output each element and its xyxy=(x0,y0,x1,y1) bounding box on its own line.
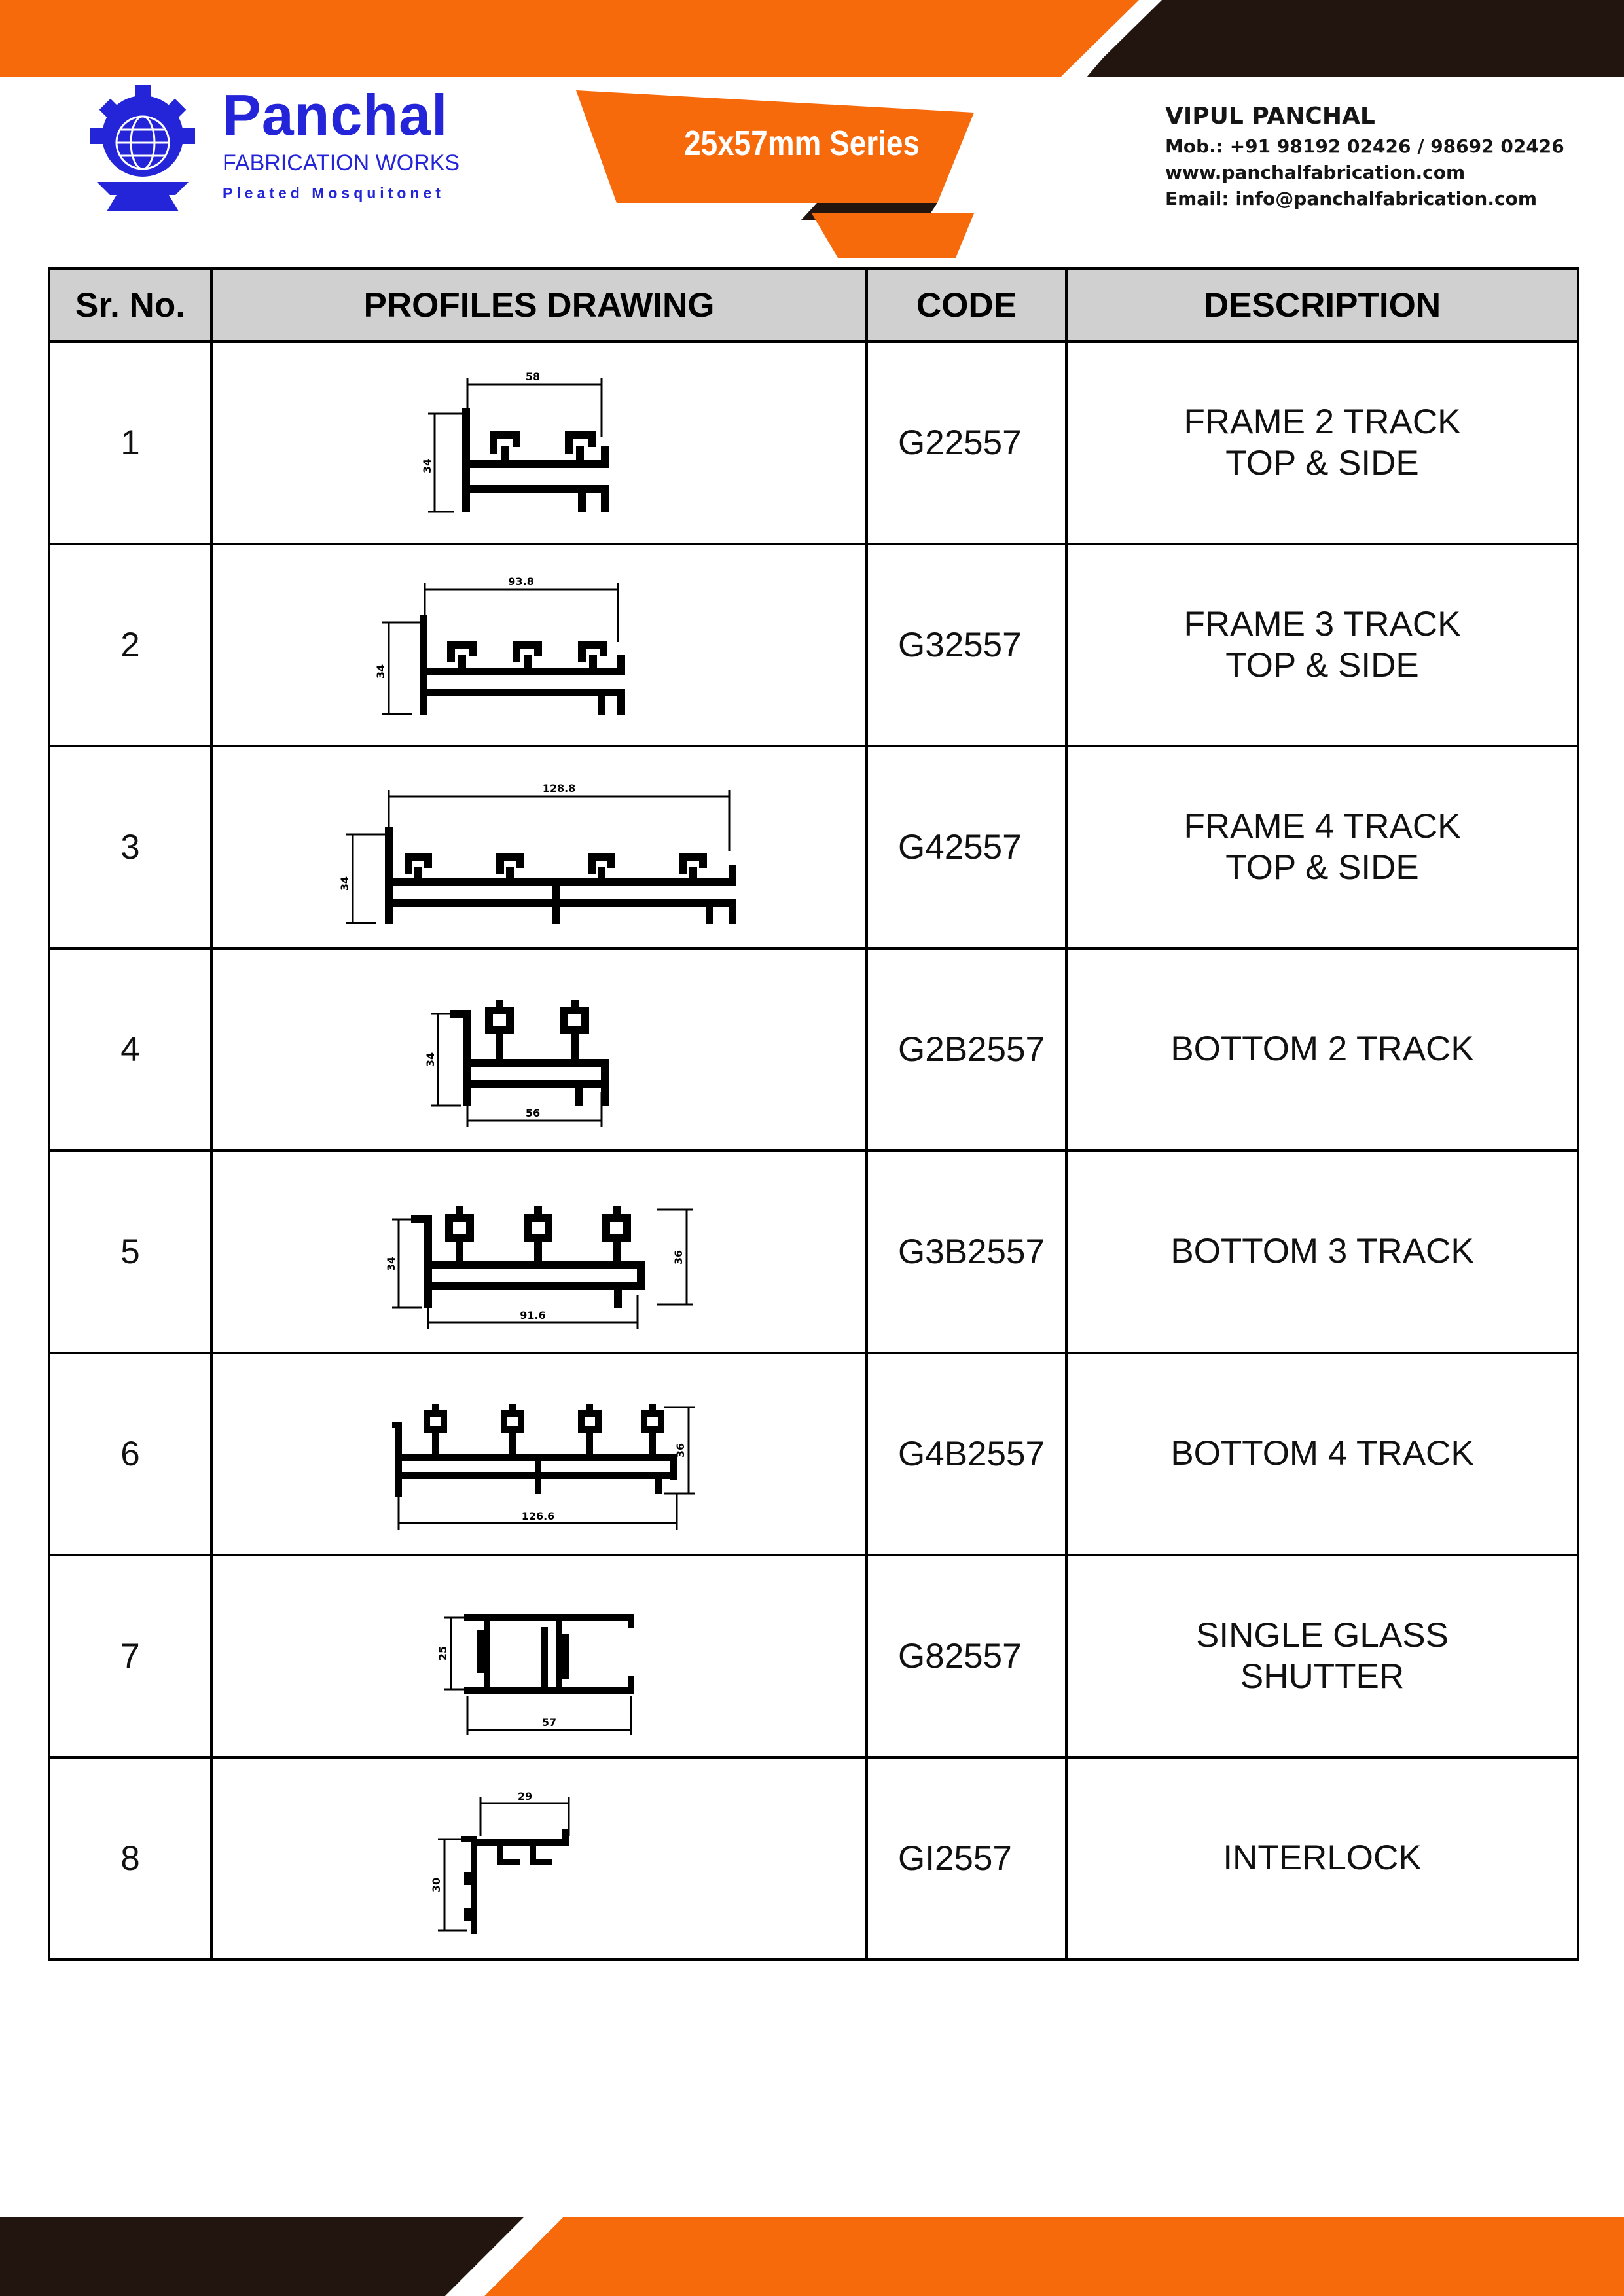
row-description xyxy=(1066,746,1578,948)
row-code: G2B2557 xyxy=(867,948,1066,1151)
dim-width: 126.6 xyxy=(521,1509,554,1522)
desc-line-2: TOP & SIDE xyxy=(1225,645,1419,685)
dim-width: 56 xyxy=(525,1106,540,1119)
row-code: G3B2557 xyxy=(867,1151,1066,1353)
table-row xyxy=(49,1353,1578,1555)
contact-website: www.panchalfabrication.com xyxy=(1165,162,1466,183)
profile-drawing xyxy=(211,746,867,948)
company-subtitle: FABRICATION WORKS xyxy=(223,151,460,175)
row-description xyxy=(1066,1151,1578,1353)
header-code: CODE xyxy=(867,268,1066,342)
profile-drawing xyxy=(211,342,867,544)
dim-height: 25 xyxy=(436,1645,449,1660)
desc-line-1: BOTTOM 2 TRACK xyxy=(1170,1030,1474,1069)
row-srno: 3 xyxy=(49,746,211,948)
dim-width: 93.8 xyxy=(507,575,534,588)
profiles-table xyxy=(48,267,1579,1961)
row-code: GI2557 xyxy=(867,1757,1066,1960)
dim-height: 34 xyxy=(338,876,351,891)
dim-width: 128.8 xyxy=(542,781,575,795)
dim-height-right: 36 xyxy=(672,1249,685,1265)
row-srno: 4 xyxy=(49,948,211,1151)
row-description xyxy=(1066,948,1578,1151)
company-name: Panchal xyxy=(223,82,448,147)
series-title: 25x57mm Series xyxy=(684,124,920,163)
dim-height: 34 xyxy=(424,1052,437,1067)
row-code: G4B2557 xyxy=(867,1353,1066,1555)
desc-line-1: FRAME 2 TRACK xyxy=(1183,402,1461,441)
logo-icon xyxy=(84,84,202,215)
row-srno: 8 xyxy=(49,1757,211,1960)
table-row xyxy=(49,1757,1578,1960)
table-row xyxy=(49,746,1578,948)
row-srno: 7 xyxy=(49,1555,211,1757)
dim-width: 29 xyxy=(517,1789,532,1803)
bottom-4-track-drawing xyxy=(343,1363,736,1546)
table-row xyxy=(49,1555,1578,1757)
row-code: G22557 xyxy=(867,342,1066,544)
table-row xyxy=(49,544,1578,746)
desc-line-1: INTERLOCK xyxy=(1223,1839,1422,1878)
desc-line-1: FRAME 3 TRACK xyxy=(1183,604,1461,643)
interlock-drawing xyxy=(369,1767,710,1950)
profile-drawing xyxy=(211,948,867,1151)
header-description: DESCRIPTION xyxy=(1066,268,1578,342)
desc-line-2: TOP & SIDE xyxy=(1225,848,1419,887)
table-row xyxy=(49,1151,1578,1353)
row-srno: 2 xyxy=(49,544,211,746)
dim-width: 91.6 xyxy=(519,1308,546,1321)
row-description xyxy=(1066,1353,1578,1555)
dim-width: 57 xyxy=(541,1715,556,1729)
dim-height: 34 xyxy=(374,664,387,679)
profile-drawing xyxy=(211,1555,867,1757)
dim-height: 36 xyxy=(674,1443,687,1458)
single-glass-shutter-drawing xyxy=(369,1565,710,1748)
header-srno: Sr. No. xyxy=(49,268,211,342)
desc-line-1: SINGLE GLASS xyxy=(1196,1615,1449,1655)
dim-height: 34 xyxy=(384,1256,397,1271)
table-row xyxy=(49,342,1578,544)
dim-height: 30 xyxy=(429,1877,442,1892)
bottom-3-track-drawing xyxy=(343,1160,736,1344)
bottom-banner xyxy=(0,2217,1624,2296)
header-drawing: PROFILES DRAWING xyxy=(211,268,867,342)
row-code: G42557 xyxy=(867,746,1066,948)
desc-line-1: BOTTOM 4 TRACK xyxy=(1170,1434,1474,1473)
row-code: G32557 xyxy=(867,544,1066,746)
row-description xyxy=(1066,544,1578,746)
row-srno: 6 xyxy=(49,1353,211,1555)
company-tagline: Pleated Mosquitonet xyxy=(223,185,444,202)
row-description xyxy=(1066,1757,1578,1960)
bottom-2-track-drawing xyxy=(369,958,710,1141)
table-header-row xyxy=(49,268,1578,342)
row-srno: 1 xyxy=(49,342,211,544)
profile-drawing xyxy=(211,1151,867,1353)
contact-email: Email: info@panchalfabrication.com xyxy=(1165,188,1537,209)
profile-drawing xyxy=(211,1757,867,1960)
dim-height: 34 xyxy=(420,458,433,473)
table-row xyxy=(49,948,1578,1151)
profile-drawing xyxy=(211,544,867,746)
desc-line-2: SHUTTER xyxy=(1240,1657,1405,1696)
frame-3-track-drawing xyxy=(343,554,736,737)
contact-name: VIPUL PANCHAL xyxy=(1165,103,1375,130)
series-banner xyxy=(576,90,982,260)
contact-mobile: Mob.: +91 98192 02426 / 98692 02426 xyxy=(1165,135,1564,157)
row-description xyxy=(1066,1555,1578,1757)
profile-drawing xyxy=(211,1353,867,1555)
desc-line-1: FRAME 4 TRACK xyxy=(1183,806,1461,846)
row-description xyxy=(1066,342,1578,544)
top-banner xyxy=(0,0,1624,79)
desc-line-2: TOP & SIDE xyxy=(1225,443,1419,482)
row-srno: 5 xyxy=(49,1151,211,1353)
frame-2-track-drawing xyxy=(369,351,710,535)
desc-line-1: BOTTOM 3 TRACK xyxy=(1170,1232,1474,1271)
frame-4-track-drawing xyxy=(310,756,768,939)
row-code: G82557 xyxy=(867,1555,1066,1757)
dim-width: 58 xyxy=(525,370,540,383)
